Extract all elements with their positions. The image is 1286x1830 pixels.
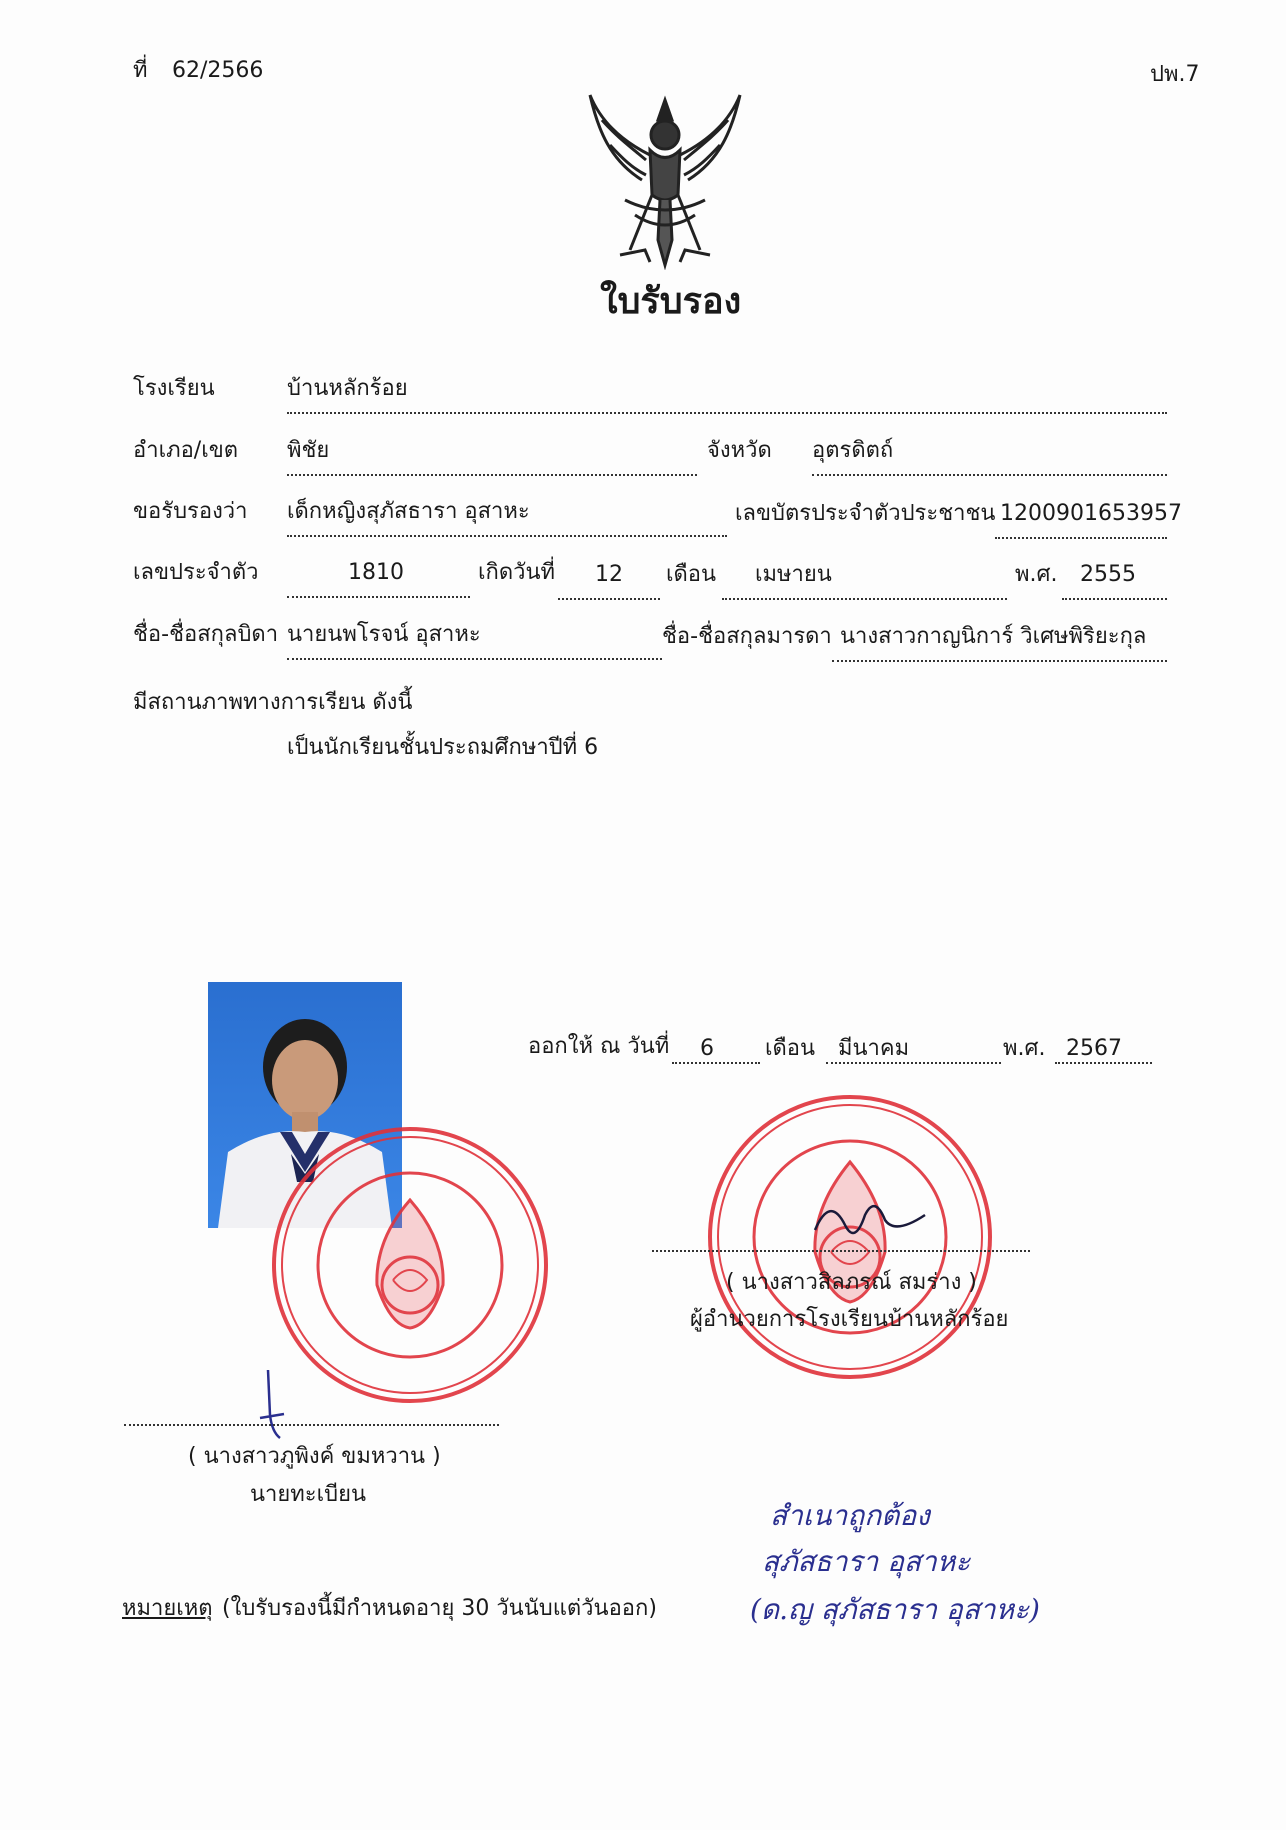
mother-value: นางสาวกาญนิการ์ วิเศษพิริยะกุล (840, 624, 1147, 649)
issue-month-dotted-line (826, 1062, 1001, 1064)
mother-dotted-line (832, 660, 1167, 662)
id-card-label: เลขบัตรประจำตัวประชาชน (735, 501, 996, 526)
issue-year-dotted-line (1055, 1062, 1152, 1064)
id-card-dotted-line (995, 537, 1167, 539)
status-text: เป็นนักเรียนชั้นประถมศึกษาปีที่ 6 (287, 735, 599, 760)
school-dotted-line (287, 412, 1167, 414)
issue-day-dotted-line (672, 1062, 760, 1064)
issue-label: ออกให้ ณ วันที่ (528, 1034, 670, 1059)
father-label: ชื่อ-ชื่อสกุลบิดา (133, 622, 279, 647)
garuda-emblem-icon (580, 90, 750, 270)
birth-month-value: เมษายน (755, 562, 832, 587)
birth-year-dotted-line (1062, 598, 1167, 600)
registrar-signature-line (124, 1424, 499, 1426)
status-heading: มีสถานภาพทางการเรียน ดังนี้ (133, 690, 413, 715)
father-value: นายนพโรจน์ อุสาหะ (287, 622, 481, 647)
student-name-dotted-line (287, 535, 727, 537)
note-label: หมายเหตุ (122, 1596, 213, 1621)
issue-day: 6 (700, 1036, 714, 1061)
school-label: โรงเรียน (133, 376, 215, 401)
director-signature-line (652, 1250, 1030, 1252)
district-value: พิชัย (287, 438, 330, 463)
issue-month: มีนาคม (838, 1036, 910, 1061)
certify-label: ขอรับรองว่า (133, 499, 248, 524)
birth-day-value: 12 (595, 562, 623, 587)
province-dotted-line (812, 474, 1167, 476)
student-no-label: เลขประจำตัว (133, 560, 259, 585)
district-label: อำเภอ/เขต (133, 438, 239, 463)
handwritten-line-2: สุภัสธารา อุสาหะ (762, 1545, 971, 1578)
document-title: ใบรับรอง (600, 281, 742, 322)
student-no-dotted-line (287, 596, 470, 598)
issue-year: 2567 (1066, 1036, 1122, 1061)
birth-month-label: เดือน (666, 562, 717, 587)
birth-year-label: พ.ศ. (1015, 562, 1058, 587)
director-position: ผู้อำนวยการโรงเรียนบ้านหลักร้อย (690, 1307, 1009, 1332)
student-no-value: 1810 (348, 560, 404, 585)
id-card-value: 1200901653957 (1000, 501, 1182, 526)
handwritten-line-1: สำเนาถูกต้อง (770, 1499, 930, 1532)
director-signature-icon (810, 1190, 930, 1250)
father-dotted-line (287, 658, 662, 660)
birth-day-label: เกิดวันที่ (478, 560, 556, 585)
school-value: บ้านหลักร้อย (287, 376, 408, 401)
director-name: ( นางสาวสิลภรณ์ สมร่าง ) (726, 1270, 977, 1295)
student-name: เด็กหญิงสุภัสธารา อุสาหะ (287, 499, 530, 524)
issue-year-label: พ.ศ. (1003, 1036, 1046, 1061)
issue-month-label: เดือน (765, 1036, 816, 1061)
form-code: ปพ.7 (1150, 62, 1200, 87)
birth-year-value: 2555 (1080, 562, 1136, 587)
registrar-position: นายทะเบียน (250, 1482, 367, 1507)
registrar-signature-icon (258, 1370, 288, 1440)
district-dotted-line (287, 474, 697, 476)
province-label: จังหวัด (707, 438, 772, 463)
doc-number-label: ที่ (133, 58, 148, 83)
doc-number: 62/2566 (172, 58, 264, 83)
handwritten-line-3: (ด.ญ สุภัสธารา อุสาหะ) (750, 1593, 1040, 1626)
note-text: (ใบรับรองนี้มีกำหนดอายุ 30 วันนับแต่วันออก) (222, 1596, 657, 1621)
birth-month-dotted-line (722, 598, 1007, 600)
registrar-name: ( นางสาวภูพิงค์ ขมหวาน ) (188, 1444, 441, 1469)
birth-day-dotted-line (558, 598, 660, 600)
mother-label: ชื่อ-ชื่อสกุลมารดา (662, 624, 832, 649)
school-seal-left (265, 1120, 555, 1410)
province-value: อุตรดิตถ์ (812, 438, 894, 463)
